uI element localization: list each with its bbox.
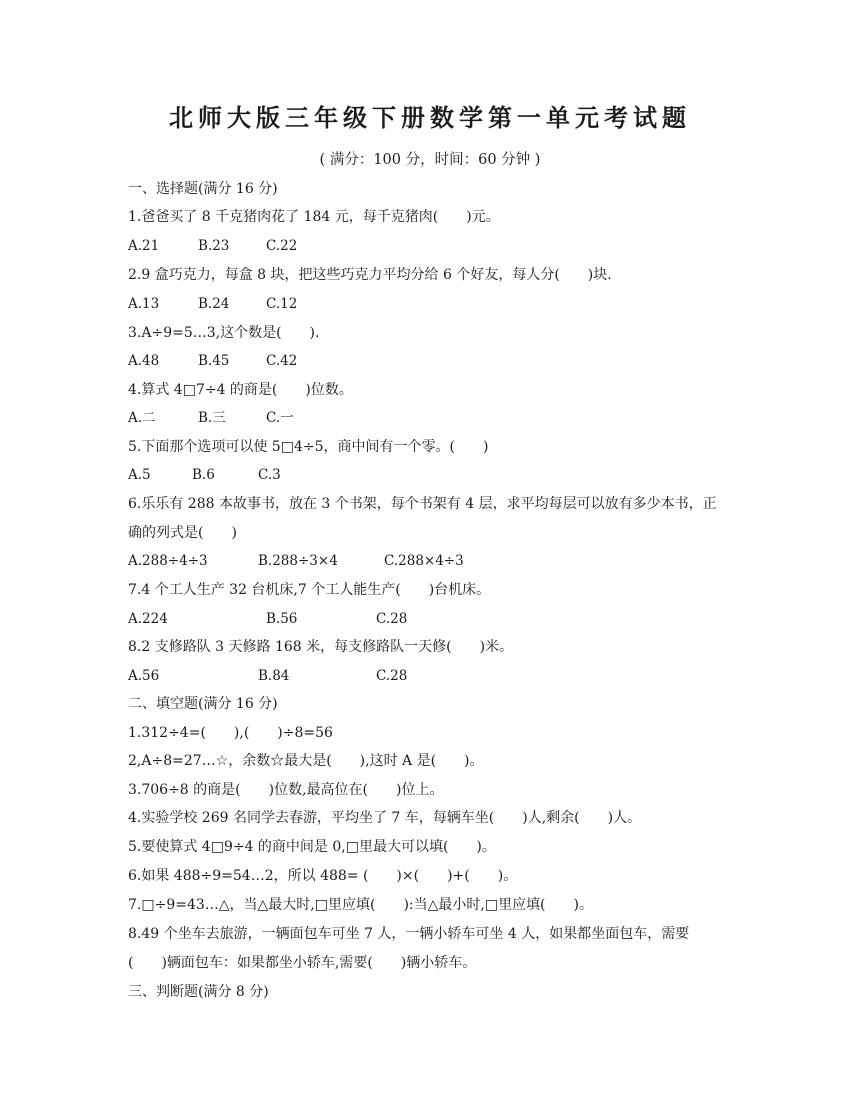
fill-question: 5.要使算式 4□9÷4 的商中间是 0,□里最大可以填( )。 [128, 839, 496, 855]
option-b: B.84 [258, 668, 290, 684]
question-text-continued: 确的列式是( ) [128, 525, 237, 541]
option-b: B.288÷3×4 [258, 553, 338, 569]
option-a: A.288÷4÷3 [128, 553, 208, 569]
fill-question: 6.如果 488÷9=54…2，所以 488= ( )×( )+( )。 [128, 868, 518, 884]
option-c: C.42 [266, 353, 298, 369]
section-heading-judge: 三、判断题(满分 8 分) [128, 984, 269, 1000]
question-text: 8.2 支修路队 3 天修路 168 米，每支修路队一天修( )米。 [128, 639, 514, 655]
page-subtitle: ( 满分：100 分，时间：60 分钟 ) [319, 152, 541, 168]
question-text: 6.乐乐有 288 本故事书，放在 3 个书架，每个书架有 4 层，求平均每层可以放有多少本书，正 [128, 496, 717, 512]
option-b: B.6 [192, 467, 215, 483]
option-c: C.28 [376, 668, 408, 684]
fill-question: 8.49 个坐车去旅游，一辆面包车可坐 7 人，一辆小轿车可坐 4 人，如果都坐面包车，需要 [128, 926, 690, 942]
option-b: B.24 [198, 296, 230, 312]
option-a: A.二 [128, 410, 156, 426]
fill-question: 2,A÷8=27…☆，余数☆最大是( ),这时 A 是( )。 [128, 753, 484, 769]
option-a: A.56 [128, 668, 160, 684]
option-c: C.28 [376, 611, 408, 627]
fill-question: 1.312÷4=( ),( )÷8=56 [128, 725, 333, 741]
option-c: C.22 [266, 238, 298, 254]
question-text: 4.算式 4□7÷4 的商是( )位数。 [128, 382, 353, 398]
option-b: B.45 [198, 353, 230, 369]
option-c: C.288×4÷3 [384, 553, 464, 569]
question-text: 2.9 盒巧克力，每盒 8 块，把这些巧克力平均分给 6 个好友，每人分( )块. [128, 267, 612, 283]
option-b: B.三 [198, 410, 226, 426]
question-text: 7.4 个工人生产 32 台机床,7 个工人能生产( )台机床。 [128, 582, 491, 598]
option-a: A.48 [128, 353, 160, 369]
option-a: A.21 [128, 238, 160, 254]
fill-question: 4.实验学校 269 名同学去春游，平均坐了 7 车，每辆车坐( )人,剩余( )人。 [128, 810, 642, 826]
option-c: C.3 [258, 467, 281, 483]
option-c: C.一 [266, 410, 294, 426]
page-title: 北师大版三年级下册数学第一单元考试题 [169, 103, 691, 132]
question-text: 1.爸爸买了 8 千克猪肉花了 184 元，每千克猪肉( )元。 [128, 209, 500, 225]
section-heading-choice: 一、选择题(满分 16 分) [128, 181, 278, 197]
fill-question: 7.□÷9=43…△，当△最大时,□里应填( ):当△最小时,□里应填( )。 [128, 897, 593, 913]
section-heading-fill: 二、填空题(满分 16 分) [128, 696, 278, 712]
question-text: 5.下面那个选项可以使 5□4÷5，商中间有一个零。( ) [128, 439, 489, 455]
option-a: A.13 [128, 296, 160, 312]
option-a: A.224 [128, 611, 168, 627]
option-a: A.5 [128, 467, 151, 483]
fill-question: 3.706÷8 的商是( )位数,最高位在( )位上。 [128, 782, 444, 798]
option-b: B.23 [198, 238, 230, 254]
option-c: C.12 [266, 296, 298, 312]
question-text: 3.A÷9=5…3,这个数是( ). [128, 325, 320, 341]
fill-question-continued: ( )辆面包车：如果都坐小轿车,需要( )辆小轿车。 [128, 955, 477, 971]
option-b: B.56 [266, 611, 298, 627]
